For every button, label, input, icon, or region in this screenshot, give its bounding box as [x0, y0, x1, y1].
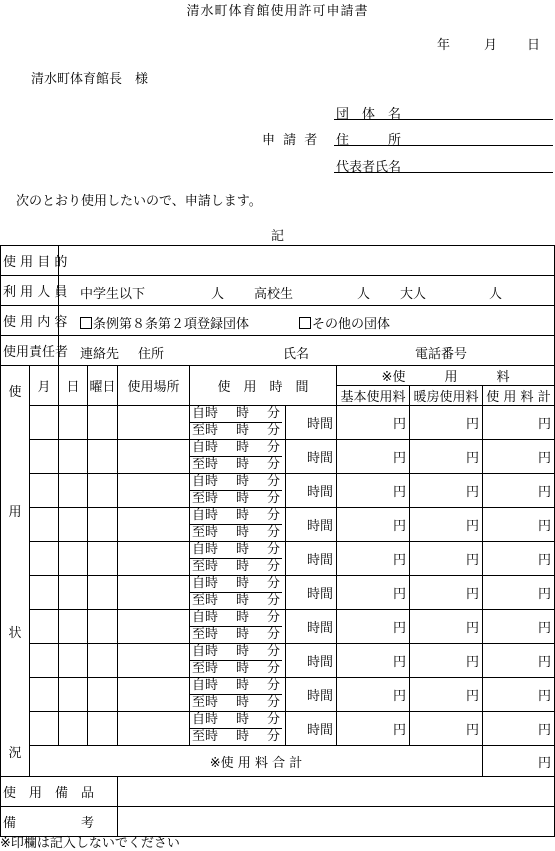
users-row: [1, 276, 555, 306]
usage-hours-cell[interactable]: 時間: [286, 678, 337, 712]
from-minute-label: 分: [266, 644, 280, 659]
to-hour-label: 時: [235, 627, 249, 642]
basic-fee-cell: 円: [337, 406, 410, 440]
contact-label: 連絡先: [80, 346, 120, 362]
from-minute-label: 分: [266, 610, 280, 625]
fee-total-cell: 円: [483, 712, 555, 746]
usage-place-cell[interactable]: [118, 678, 190, 712]
contact-phone-label: 電話番号: [415, 346, 468, 362]
usage-day-cell[interactable]: [59, 712, 88, 746]
content-field: [59, 306, 555, 336]
time-range: [190, 610, 282, 643]
heating-fee-cell: 円: [410, 474, 483, 508]
equipment-field[interactable]: [118, 777, 555, 807]
to-minute-label: 分: [266, 729, 280, 744]
time-range: [190, 542, 282, 575]
fee-total-cell: 円: [483, 508, 555, 542]
usage-place-cell[interactable]: [118, 474, 190, 508]
intro-text: 次のとおり使用したいので、申請します。: [16, 194, 262, 209]
from-hour-label: 時: [235, 576, 249, 591]
usage-time-range-cell[interactable]: [190, 474, 286, 508]
responsible-field[interactable]: [59, 336, 555, 366]
basic-fee-cell: 円: [337, 644, 410, 678]
to-label: 至時: [192, 627, 219, 642]
date-month: 月: [484, 38, 498, 53]
usage-day-cell[interactable]: [59, 610, 88, 644]
to-hour-label: 時: [235, 525, 249, 540]
equipment-row: [1, 777, 555, 807]
fee-total-cell: 円: [483, 542, 555, 576]
to-minute-label: 分: [266, 457, 280, 472]
contact-address-label: 住所: [138, 346, 165, 362]
heating-fee-cell: 円: [410, 644, 483, 678]
header-fee-total: 使 用 料 計: [483, 386, 555, 406]
usage-row: [1, 508, 555, 542]
fee-total-cell: 円: [483, 610, 555, 644]
to-hour-label: 時: [235, 661, 249, 676]
users-adult-unit: 人: [489, 286, 503, 302]
representative-label: 代表者氏名: [336, 160, 402, 175]
heating-fee-cell: 円: [410, 440, 483, 474]
date-year: 年: [437, 38, 451, 53]
fee-total-cell: 円: [483, 406, 555, 440]
purpose-field[interactable]: [59, 246, 555, 276]
to-label: 至時: [192, 593, 219, 608]
usage-header-row: [1, 366, 555, 386]
usage-hours-cell[interactable]: 時間: [286, 406, 337, 440]
basic-fee-cell: 円: [337, 678, 410, 712]
from-hour-label: 時: [235, 406, 249, 421]
time-range: [190, 406, 282, 439]
heating-fee-cell: 円: [410, 712, 483, 746]
time-range: [190, 508, 282, 541]
content-option-registered[interactable]: [80, 313, 249, 332]
content-option-other[interactable]: [299, 313, 390, 332]
to-minute-label: 分: [266, 695, 280, 710]
basic-fee-cell: 円: [337, 474, 410, 508]
purpose-row: [1, 246, 555, 276]
fee-grand-total-cell: 円: [483, 746, 555, 777]
usage-time-range-cell[interactable]: [190, 542, 286, 576]
usage-place-cell[interactable]: [118, 542, 190, 576]
header-weekday: 曜日: [88, 366, 118, 406]
header-month: 月: [30, 366, 59, 406]
usage-time-range-cell[interactable]: [190, 406, 286, 440]
fee-total-cell: 円: [483, 440, 555, 474]
responsible-row: [1, 336, 555, 366]
from-hour-label: 時: [235, 542, 249, 557]
from-hour-label: 時: [235, 712, 249, 727]
equipment-label: 使 用 備 品: [1, 777, 118, 807]
usage-row: [1, 644, 555, 678]
applicant-label: 申 請 者: [262, 133, 320, 148]
users-hs-label: 高校生: [254, 286, 294, 302]
fee-total-cell: 円: [483, 678, 555, 712]
users-adult-label: 大人: [400, 286, 427, 302]
usage-month-cell[interactable]: [30, 610, 59, 644]
from-label: 自時: [192, 474, 219, 489]
basic-fee-cell: 円: [337, 508, 410, 542]
usage-month-cell[interactable]: [30, 712, 59, 746]
usage-place-cell[interactable]: [118, 610, 190, 644]
to-minute-label: 分: [266, 491, 280, 506]
content-option-other-label: その他の団体: [312, 316, 391, 332]
to-label: 至時: [192, 661, 219, 676]
to-hour-label: 時: [235, 491, 249, 506]
application-table: [0, 245, 555, 837]
usage-weekday-cell[interactable]: [88, 440, 118, 474]
heating-fee-cell: 円: [410, 508, 483, 542]
to-hour-label: 時: [235, 559, 249, 574]
fee-grand-total-row: [1, 746, 555, 777]
to-label: 至時: [192, 457, 219, 472]
from-hour-label: 時: [235, 644, 249, 659]
usage-day-cell[interactable]: [59, 440, 88, 474]
users-field[interactable]: [59, 276, 555, 306]
usage-hours-cell[interactable]: 時間: [286, 542, 337, 576]
usage-month-cell[interactable]: [30, 406, 59, 440]
from-hour-label: 時: [235, 508, 249, 523]
from-minute-label: 分: [266, 440, 280, 455]
usage-hours-cell[interactable]: 時間: [286, 576, 337, 610]
to-hour-label: 時: [235, 423, 249, 438]
remarks-label: 備 考: [1, 807, 118, 837]
usage-day-cell[interactable]: [59, 576, 88, 610]
usage-day-cell[interactable]: [59, 474, 88, 508]
to-label: 至時: [192, 525, 219, 540]
from-label: 自時: [192, 406, 219, 421]
usage-hours-cell[interactable]: 時間: [286, 610, 337, 644]
usage-place-cell[interactable]: [118, 440, 190, 474]
usage-row: [1, 712, 555, 746]
from-minute-label: 分: [266, 712, 280, 727]
usage-month-cell[interactable]: [30, 542, 59, 576]
header-heating-fee: 暖房使用料: [410, 386, 483, 406]
usage-weekday-cell[interactable]: [88, 576, 118, 610]
from-label: 自時: [192, 712, 219, 727]
from-hour-label: 時: [235, 440, 249, 455]
from-minute-label: 分: [266, 406, 280, 421]
usage-side-char: 況: [8, 745, 22, 761]
from-minute-label: 分: [266, 576, 280, 591]
usage-weekday-cell[interactable]: [88, 508, 118, 542]
usage-month-cell[interactable]: [30, 678, 59, 712]
usage-day-cell[interactable]: [59, 406, 88, 440]
to-label: 至時: [192, 729, 219, 744]
to-minute-label: 分: [266, 627, 280, 642]
heating-fee-cell: 円: [410, 678, 483, 712]
from-hour-label: 時: [235, 474, 249, 489]
date-day: 日: [527, 38, 541, 53]
usage-weekday-cell[interactable]: [88, 610, 118, 644]
usage-row: [1, 576, 555, 610]
content-option-registered-label: 条例第８条第２項登録団体: [93, 316, 250, 332]
usage-day-cell[interactable]: [59, 508, 88, 542]
usage-month-cell[interactable]: [30, 508, 59, 542]
time-range: [190, 474, 282, 507]
footnote: ※印欄は記入しないでください: [0, 836, 180, 851]
usage-weekday-cell[interactable]: [88, 474, 118, 508]
to-label: 至時: [192, 491, 219, 506]
address-line[interactable]: [334, 145, 553, 146]
users-label: 利 用 人 員: [1, 276, 59, 306]
to-label: 至時: [192, 423, 219, 438]
from-hour-label: 時: [235, 678, 249, 693]
basic-fee-cell: 円: [337, 576, 410, 610]
from-label: 自時: [192, 542, 219, 557]
time-range: [190, 644, 282, 677]
to-minute-label: 分: [266, 423, 280, 438]
from-minute-label: 分: [266, 474, 280, 489]
usage-row: [1, 678, 555, 712]
ki-label: 記: [271, 229, 285, 244]
usage-place-cell[interactable]: [118, 576, 190, 610]
fee-total-cell: 円: [483, 644, 555, 678]
fee-total-cell: 円: [483, 576, 555, 610]
from-label: 自時: [192, 576, 219, 591]
purpose-label: 使 用 目 的: [1, 246, 59, 276]
users-hs-unit: 人: [357, 286, 371, 302]
basic-fee-cell: 円: [337, 712, 410, 746]
from-label: 自時: [192, 440, 219, 455]
fee-total-cell: 円: [483, 474, 555, 508]
usage-hours-cell[interactable]: 時間: [286, 474, 337, 508]
time-range: [190, 678, 282, 711]
heating-fee-cell: 円: [410, 406, 483, 440]
usage-weekday-cell[interactable]: [88, 678, 118, 712]
responsible-label: 使用責任者: [1, 336, 59, 366]
usage-row: [1, 474, 555, 508]
usage-weekday-cell[interactable]: [88, 644, 118, 678]
from-minute-label: 分: [266, 542, 280, 557]
content-label: 使 用 内 容: [1, 306, 59, 336]
from-label: 自時: [192, 610, 219, 625]
document-title: 清水町体育館使用許可申請書: [186, 4, 369, 19]
header-day: 日: [59, 366, 88, 406]
time-range: [190, 440, 282, 473]
addressee: 清水町体育館長 様: [31, 72, 149, 87]
fee-grand-total-label: ※使 用 料 合 計: [30, 746, 483, 777]
usage-place-cell[interactable]: [118, 508, 190, 542]
time-range: [190, 712, 282, 745]
basic-fee-cell: 円: [337, 610, 410, 644]
usage-time-range-cell[interactable]: [190, 576, 286, 610]
time-range: [190, 576, 282, 609]
basic-fee-cell: 円: [337, 440, 410, 474]
usage-row: [1, 440, 555, 474]
usage-month-cell[interactable]: [30, 474, 59, 508]
users-jh-unit: 人: [211, 286, 225, 302]
to-minute-label: 分: [266, 661, 280, 676]
usage-time-range-cell[interactable]: [190, 440, 286, 474]
usage-time-range-cell[interactable]: [190, 610, 286, 644]
usage-side-char: 使: [8, 385, 22, 400]
usage-row: [1, 406, 555, 440]
header-basic-fee: 基本使用料: [337, 386, 410, 406]
usage-row: [1, 610, 555, 644]
group-name-label: 団 体 名: [336, 107, 402, 122]
usage-month-cell[interactable]: [30, 644, 59, 678]
to-hour-label: 時: [235, 457, 249, 472]
remarks-field[interactable]: [118, 807, 555, 837]
users-jh-label: 中学生以下: [80, 286, 146, 302]
usage-time-range-cell[interactable]: [190, 508, 286, 542]
group-name-line[interactable]: [334, 119, 553, 120]
usage-day-cell[interactable]: [59, 678, 88, 712]
to-label: 至時: [192, 559, 219, 574]
usage-day-cell[interactable]: [59, 542, 88, 576]
to-minute-label: 分: [266, 525, 280, 540]
from-label: 自時: [192, 508, 219, 523]
usage-place-cell[interactable]: [118, 406, 190, 440]
header-time: 使 用 時 間: [190, 366, 337, 406]
to-hour-label: 時: [235, 695, 249, 710]
usage-month-cell[interactable]: [30, 576, 59, 610]
content-row: [1, 306, 555, 336]
checkbox-icon: [299, 317, 311, 329]
address-label: 住 所: [336, 133, 402, 148]
usage-hours-cell[interactable]: 時間: [286, 508, 337, 542]
usage-place-cell[interactable]: [118, 644, 190, 678]
to-minute-label: 分: [266, 593, 280, 608]
header-fee: ※使 用 料: [337, 366, 555, 386]
usage-month-cell[interactable]: [30, 440, 59, 474]
from-label: 自時: [192, 678, 219, 693]
usage-day-cell[interactable]: [59, 644, 88, 678]
usage-side-label: [1, 366, 30, 777]
header-place: 使用場所: [118, 366, 190, 406]
basic-fee-cell: 円: [337, 542, 410, 576]
usage-weekday-cell[interactable]: [88, 406, 118, 440]
representative-line[interactable]: [334, 172, 553, 173]
checkbox-icon: [80, 317, 92, 329]
usage-place-cell[interactable]: [118, 712, 190, 746]
usage-side-char: 状: [8, 625, 22, 641]
to-label: 至時: [192, 695, 219, 710]
heating-fee-cell: 円: [410, 610, 483, 644]
usage-side-char: 用: [8, 505, 22, 521]
from-minute-label: 分: [266, 508, 280, 523]
usage-hours-cell[interactable]: 時間: [286, 712, 337, 746]
to-hour-label: 時: [235, 729, 249, 744]
usage-hours-cell[interactable]: 時間: [286, 440, 337, 474]
contact-name-label: 氏名: [283, 346, 310, 362]
heating-fee-cell: 円: [410, 542, 483, 576]
from-label: 自時: [192, 644, 219, 659]
usage-time-range-cell[interactable]: [190, 712, 286, 746]
usage-weekday-cell[interactable]: [88, 542, 118, 576]
to-hour-label: 時: [235, 593, 249, 608]
to-minute-label: 分: [266, 559, 280, 574]
from-hour-label: 時: [235, 610, 249, 625]
heating-fee-cell: 円: [410, 576, 483, 610]
usage-time-range-cell[interactable]: [190, 644, 286, 678]
usage-hours-cell[interactable]: 時間: [286, 644, 337, 678]
from-minute-label: 分: [266, 678, 280, 693]
usage-weekday-cell[interactable]: [88, 712, 118, 746]
usage-row: [1, 542, 555, 576]
usage-time-range-cell[interactable]: [190, 678, 286, 712]
